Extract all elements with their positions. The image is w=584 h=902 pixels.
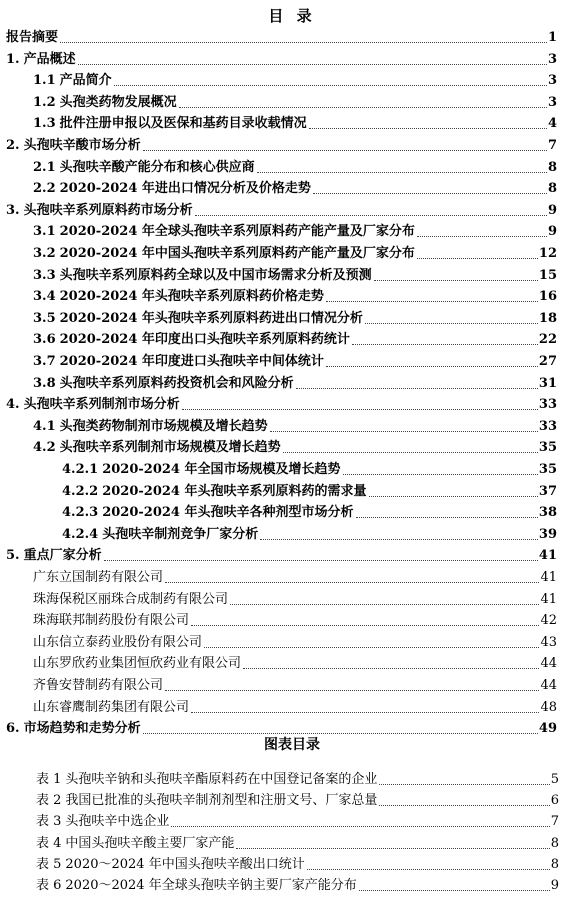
dot-leader [307,869,550,870]
toc-entry[interactable] [33,415,557,436]
toc-entry-title: 2020-2024 年头孢呋辛系列原料药价格走势 [59,289,324,305]
toc-entry[interactable] [33,328,557,349]
figure-entry-label: 表 4 [36,835,62,851]
toc-entry-page: 22 [538,332,557,348]
toc-entry-page: 44 [540,656,557,672]
toc-entry-number: 1.2 [33,94,56,110]
figure-entry-page: 9 [550,878,559,893]
dot-leader [309,128,547,129]
figure-entry[interactable] [36,789,559,810]
toc-entry-page: 49 [538,721,557,737]
dot-leader [191,712,539,713]
toc-entry-page: 9 [547,224,557,240]
toc-entry-title: 市场趋势和走势分析 [23,721,141,737]
dot-leader [313,193,547,194]
toc-entry-number: 4.2.4 [62,526,99,542]
figure-entry[interactable] [36,853,559,874]
toc-entry-number: 4.2.1 [62,462,99,477]
figure-entry-label: 表 3 [36,814,62,830]
dot-leader [326,301,538,302]
toc-entry-page: 48 [540,699,557,715]
toc-entry-number: 1.1 [33,73,56,89]
figures-title: 图表目录 [264,737,320,753]
toc-entry-number: 3.4 [33,289,56,305]
toc-entry-number: 4.2.2 [62,483,99,499]
toc-entry-page: 44 [540,678,557,693]
toc-entry-page: 4 [547,116,557,132]
toc-entry-number: 3.1 [33,224,56,240]
toc-entry-title: 头孢呋辛制剂竞争厂家分析 [102,526,259,542]
figure-entry-title: 头孢呋辛中选企业 [65,814,170,830]
toc-entry-number: 3.8 [33,375,56,391]
dot-leader [260,539,538,540]
toc-entry[interactable] [6,544,557,565]
dot-leader [114,85,547,86]
figure-entry-page: 7 [550,814,559,830]
toc-entry-title: 2020-2024 年印度出口头孢呋辛系列原料药统计 [59,332,350,348]
toc-entry[interactable] [33,372,557,393]
toc-entry-title: 2020-2024 年全国市场规模及增长趋势 [102,462,341,477]
toc-entry[interactable] [62,480,557,501]
toc-entry-page: 35 [538,462,557,477]
toc-entry-title: 2020-2024 年头孢呋辛系列原料药进出口情况分析 [59,310,363,326]
toc-entry-page: 33 [538,418,557,434]
figure-entry[interactable] [36,832,559,853]
toc-entry-page: 42 [540,613,557,629]
toc-entry-title: 2020-2024 年进出口情况分析及价格走势 [59,181,311,197]
toc-entry-title: 2020-2024 年印度进口头孢呋辛中间体统计 [59,354,324,369]
toc-entry[interactable] [33,242,557,263]
dot-leader [182,409,538,410]
toc-entry-number: 3.3 [33,267,56,283]
toc-entry-number: 4.2.3 [62,505,99,521]
toc-entry[interactable] [33,177,557,198]
toc-entry-title: 广东立国制药有限公司 [33,570,164,585]
toc-entry-page: 37 [538,483,557,499]
toc-entry[interactable] [33,631,557,652]
toc-entry[interactable] [6,393,557,414]
toc-entry[interactable] [33,566,557,587]
toc-entry-title: 2020-2024 年中国头孢呋辛系列原料药产能产量及厂家分布 [59,246,415,261]
toc-entry-title: 山东睿鹰制药集团有限公司 [33,699,190,715]
toc-entry-title: 头孢呋辛系列制剂市场分析 [23,397,180,413]
figure-entry[interactable] [36,810,559,831]
toc-entry-title: 头孢呋辛系列原料药全球以及中国市场需求分析及预测 [59,267,372,283]
toc-entry-title: 头孢呋辛酸产能分布和核心供应商 [59,159,255,175]
toc-entry[interactable] [33,609,557,630]
toc-entry-page: 33 [538,397,557,413]
toc-entry-title: 珠海联邦制药股份有限公司 [33,613,190,629]
toc-entry-title: 珠海保税区丽珠合成制药有限公司 [33,591,229,607]
toc-entry-page: 8 [547,159,557,175]
toc-entry[interactable] [33,696,557,717]
toc-entry-title: 产品概述 [23,51,76,67]
toc-entry[interactable] [6,26,557,47]
toc-entry-page: 9 [547,202,557,218]
dot-leader [230,604,539,605]
toc-entry-page: 15 [538,267,557,283]
dot-leader [379,805,549,806]
figure-entry-title: 2020～2024 年中国头孢呋辛酸出口统计 [65,856,305,872]
dot-leader [365,323,538,324]
toc-entry-page: 41 [540,591,557,607]
dot-leader [343,474,538,475]
dot-leader [326,366,538,367]
page-title: 目 录 [268,7,316,25]
toc-entry-title: 重点厂家分析 [23,548,102,564]
toc-entry-number: 6. [6,721,20,737]
toc-entry-number: 2. [6,138,20,153]
toc-entry-title: 齐鲁安替制药有限公司 [33,678,164,693]
dot-leader [104,560,538,561]
figure-entry-label: 表 5 [36,856,62,872]
dot-leader [243,668,539,669]
figure-entry-page: 6 [550,793,559,809]
dot-leader [204,647,539,648]
figure-entry-label: 表 1 [36,772,62,787]
toc-entry-page: 7 [547,138,557,153]
toc-entry-number: 3. [6,202,20,218]
dot-leader [296,388,538,389]
toc-entry-number: 3.6 [33,332,56,348]
dot-leader [179,107,547,108]
figure-entry-title: 头孢呋辛钠和头孢呋辛酯原料药在中国登记备案的企业 [65,772,378,787]
toc-entry-title: 头孢类药物制剂市场规模及增长趋势 [59,418,268,434]
figure-entry-label: 表 6 [36,878,62,893]
toc-entry[interactable] [62,458,557,479]
toc-entry[interactable] [62,501,557,522]
toc-entry-number: 1. [6,51,20,67]
toc-entry-title: 头孢呋辛系列原料药市场分析 [23,202,193,218]
dot-leader [359,890,550,891]
toc-entry-number: 3.5 [33,310,56,326]
toc-entry[interactable] [33,307,557,328]
toc-entry-title: 批件注册申报以及医保和基药目录收载情况 [59,116,307,132]
toc-entry-page: 3 [547,94,557,110]
toc-entry-number: 4.2 [33,440,56,456]
toc-entry-title: 2020-2024 年头孢呋辛系列原料药的需求量 [102,483,367,499]
figure-entry-title: 我国已批准的头孢呋辛制剂剂型和注册文号、厂家总量 [65,793,378,809]
toc-entry-page: 35 [538,440,557,456]
figure-entry-page: 8 [550,856,559,872]
toc-entry[interactable] [33,156,557,177]
toc-entry-title: 2020-2024 年全球头孢呋辛系列原料药产能产量及厂家分布 [59,224,415,240]
toc-entry-title: 山东信立泰药业股份有限公司 [33,634,203,650]
toc-entry[interactable] [33,91,557,112]
toc-entry-title: 山东罗欣药业集团恒欣药业有限公司 [33,656,242,672]
toc-entry[interactable] [33,220,557,241]
figure-entry-page: 8 [550,835,559,851]
dot-leader [270,431,538,432]
toc-entry-title: 头孢呋辛系列制剂市场规模及增长趋势 [59,440,281,456]
toc-entry-number: 5. [6,548,20,564]
toc-entry-title: 头孢呋辛酸市场分析 [23,138,141,153]
toc-entry-page: 43 [540,634,557,650]
toc-entry-page: 41 [538,548,557,564]
toc-entry-number: 3.7 [33,354,56,369]
figure-entry[interactable] [36,874,559,895]
dot-leader [379,784,549,785]
toc-entry-page: 31 [538,375,557,391]
dot-leader [374,280,538,281]
toc-entry-page: 41 [540,570,557,585]
toc-entry[interactable] [6,48,557,69]
dot-leader [369,496,538,497]
dot-leader [165,690,539,691]
dot-leader [60,42,547,43]
dot-leader [417,236,547,237]
toc-entry[interactable] [33,436,557,457]
toc-entry[interactable] [33,350,557,371]
toc-entry-page: 8 [547,181,557,197]
toc-entry[interactable] [33,588,557,609]
dot-leader [191,625,539,626]
toc-entry-page: 3 [547,73,557,89]
dot-leader [417,258,538,259]
figure-entry-page: 5 [550,772,559,787]
toc-entry-page: 38 [538,505,557,521]
dot-leader [352,344,538,345]
toc-entry[interactable] [33,112,557,133]
dot-leader [195,215,547,216]
toc-entry-number: 3.2 [33,246,56,261]
toc-entry[interactable] [62,523,557,544]
dot-leader [236,848,549,849]
toc-entry-title: 2020-2024 年头孢呋辛各种剂型市场分析 [102,505,354,521]
toc-entry-title: 产品简介 [59,73,112,89]
toc-entry-page: 3 [547,51,557,67]
figure-entry-title: 2020～2024 年全球头孢呋辛钠主要厂家产能分布 [65,878,357,893]
dot-leader [78,64,547,65]
toc-entry-page: 27 [538,354,557,369]
toc-entry-title: 头孢类药物发展概况 [59,94,177,110]
toc-entry-number: 2.2 [33,181,56,197]
toc-entry-number: 4.1 [33,418,56,434]
figure-entry-title: 中国头孢呋辛酸主要厂家产能 [65,835,235,851]
dot-leader [143,150,547,151]
toc-entry[interactable] [33,264,557,285]
dot-leader [171,826,549,827]
dot-leader [283,452,538,453]
dot-leader [257,172,547,173]
toc-entry-page: 18 [538,310,557,326]
toc-entry-page: 12 [538,246,557,261]
toc-entry-number: 4. [6,397,20,413]
toc-entry-title: 头孢呋辛系列原料药投资机会和风险分析 [59,375,294,391]
toc-entry-number: 2.1 [33,159,56,175]
toc-entry[interactable] [33,285,557,306]
figure-entry-label: 表 2 [36,793,62,809]
dot-leader [356,517,538,518]
toc-entry-page: 16 [538,289,557,305]
toc-entry[interactable] [6,199,557,220]
toc-entry[interactable] [33,674,557,695]
toc-entry-number: 1.3 [33,116,56,132]
toc-entry-page: 1 [547,30,557,45]
figure-entry[interactable] [36,768,559,789]
toc-entry[interactable] [6,134,557,155]
toc-entry-page: 39 [538,526,557,542]
toc-entry[interactable] [33,652,557,673]
toc-entry[interactable] [33,69,557,90]
toc-entry-title: 报告摘要 [6,30,59,45]
dot-leader [165,582,539,583]
